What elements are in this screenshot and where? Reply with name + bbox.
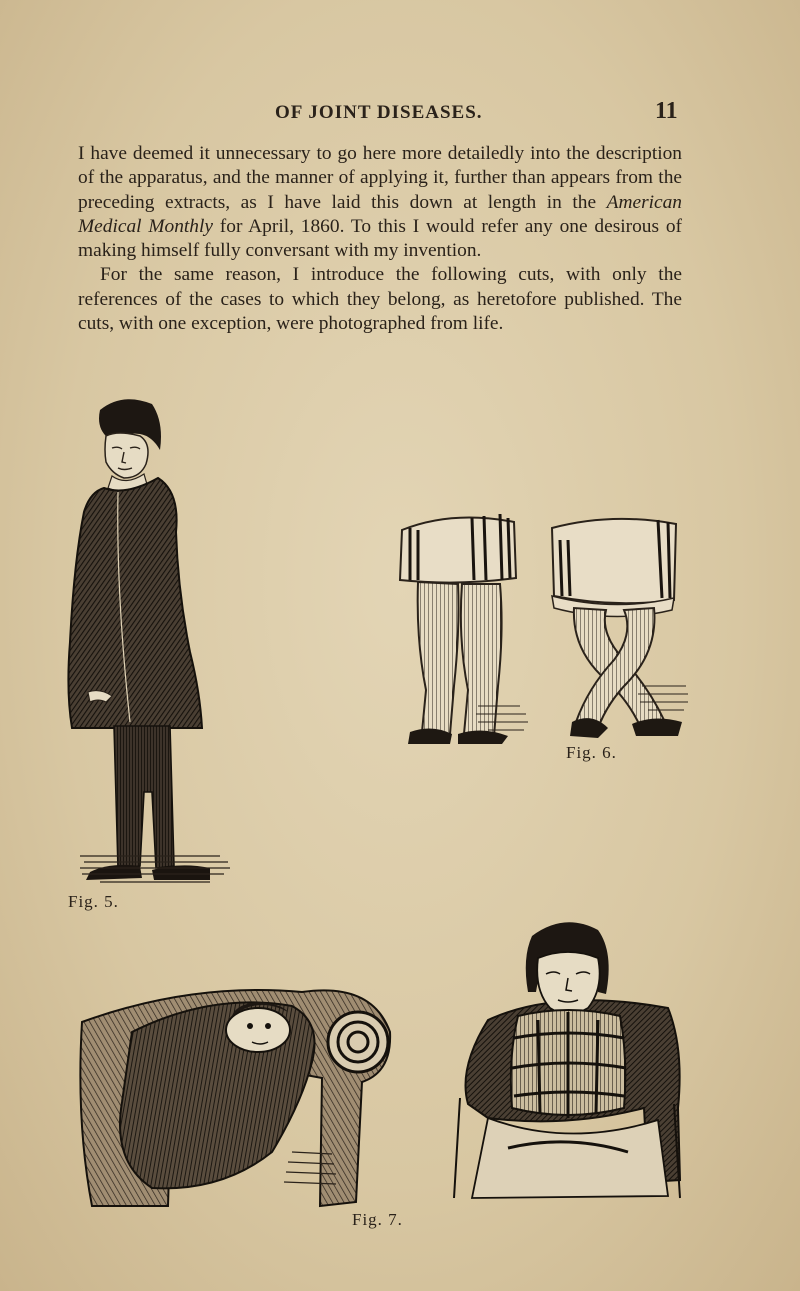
figure-7-seated-girl-illustration (448, 908, 688, 1208)
page-header (0, 98, 800, 128)
journal-title: American Medical Monthly (78, 191, 682, 237)
figure-5-caption: Fig. 5. (68, 892, 119, 911)
running-title: OF JOINT DISEASES. (275, 102, 483, 123)
body-text (78, 142, 682, 336)
figure-7-caption: Fig. 7. (352, 1210, 403, 1229)
figure-7-reclining-figure-illustration (72, 962, 402, 1212)
paragraph-1-text-start: I have deemed it unnecessary to go here more detailedly into the description of the apparatus, and the manner of applying it, further than appears from the preceding extracts, as I have laid this down at length in the (78, 143, 682, 213)
figure-6-legs-illustration (392, 500, 692, 746)
figure-5-standing-man-illustration (60, 392, 235, 892)
paragraph-2: For the same reason, I introduce the following cuts, with only the references of the cases to which they belong, as heretofore published. The cuts, with one exception, were photographed from life. (78, 264, 682, 335)
figure-6-caption: Fig. 6. (566, 743, 617, 762)
paragraph-1-text-end: for April, 1860. To this I would refer any one desirous of making himself fully conversant with my invention. (78, 215, 683, 262)
paragraph-1 (78, 142, 682, 263)
page-number: 11 (655, 98, 678, 124)
